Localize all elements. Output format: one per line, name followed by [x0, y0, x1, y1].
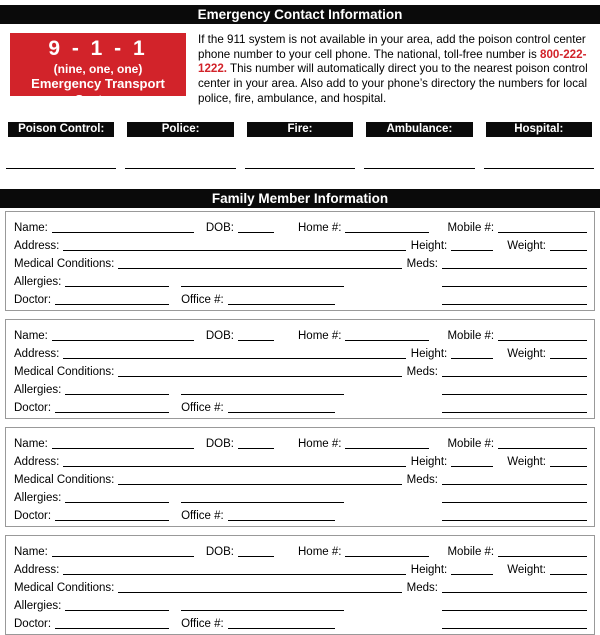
member-row-allergies — [14, 486, 587, 504]
height-blank-line[interactable] — [451, 454, 493, 467]
doctor-blank-line[interactable] — [55, 400, 169, 413]
member-row-doctor — [14, 396, 587, 414]
meds-blank-line[interactable] — [442, 472, 587, 485]
office-phone-label: Office #: — [181, 402, 224, 415]
meds-label: Meds: — [406, 582, 438, 595]
office-phone-blank-line[interactable] — [228, 400, 335, 413]
address-label: Address: — [14, 347, 60, 360]
allergies-blank-line[interactable] — [65, 490, 169, 503]
doctor-label: Doctor: — [14, 618, 52, 631]
member-row-allergies — [14, 378, 587, 396]
office-phone-label: Office #: — [181, 618, 224, 631]
address-label: Address: — [14, 455, 60, 468]
hospital-blank-line[interactable] — [484, 168, 594, 169]
home-phone-blank-line[interactable] — [345, 436, 429, 449]
office-phone-blank-line[interactable] — [228, 508, 335, 521]
emergency-instructions — [198, 33, 590, 107]
allergies-blank-line[interactable] — [65, 382, 169, 395]
meds-label: Meds: — [406, 474, 438, 487]
contact-label-hospital: Hospital: — [486, 122, 592, 137]
doctor-blank-line[interactable] — [55, 292, 169, 305]
allergies-continuation-line[interactable] — [181, 382, 344, 395]
weight-label: Weight: — [507, 239, 546, 252]
home-phone-blank-line[interactable] — [345, 220, 429, 233]
office-phone-label: Office #: — [181, 294, 224, 307]
member-row-name — [14, 432, 587, 450]
meds-continuation-line-1[interactable] — [442, 490, 587, 503]
dob-blank-line[interactable] — [238, 436, 274, 449]
badge-911-number: 9 - 1 - 1 — [48, 37, 148, 60]
meds-continuation-line-2[interactable] — [442, 292, 587, 305]
height-label: Height: — [410, 455, 448, 468]
home-phone-label: Home #: — [298, 329, 342, 342]
medical-conditions-label: Medical Conditions: — [14, 366, 115, 379]
badge-911 — [10, 33, 186, 107]
office-phone-blank-line[interactable] — [228, 292, 335, 305]
meds-continuation-line-2[interactable] — [442, 508, 587, 521]
allergies-blank-line[interactable] — [65, 598, 169, 611]
mobile-phone-blank-line[interactable] — [498, 220, 587, 233]
member-row-medical — [14, 360, 587, 378]
mobile-phone-label: Mobile #: — [447, 221, 495, 234]
address-blank-line[interactable] — [63, 562, 405, 575]
meds-label: Meds: — [406, 258, 438, 271]
dob-blank-line[interactable] — [238, 544, 274, 557]
member-row-name — [14, 540, 587, 558]
member-row-medical — [14, 468, 587, 486]
mobile-phone-blank-line[interactable] — [498, 544, 587, 557]
member-row-address — [14, 558, 587, 576]
mobile-phone-blank-line[interactable] — [498, 328, 587, 341]
police-blank-line[interactable] — [125, 168, 235, 169]
dob-label: DOB: — [205, 329, 234, 342]
mobile-phone-label: Mobile #: — [447, 329, 495, 342]
height-blank-line[interactable] — [451, 346, 493, 359]
weight-label: Weight: — [507, 347, 546, 360]
allergies-label: Allergies: — [14, 384, 62, 397]
family-member-card — [5, 319, 595, 419]
weight-blank-line[interactable] — [550, 346, 587, 359]
meds-blank-line[interactable] — [442, 256, 587, 269]
poison-control-blank-line[interactable] — [6, 168, 116, 169]
doctor-blank-line[interactable] — [55, 508, 169, 521]
home-phone-label: Home #: — [298, 221, 342, 234]
name-label: Name: — [14, 437, 48, 450]
office-phone-label: Office #: — [181, 510, 224, 523]
home-phone-blank-line[interactable] — [345, 544, 429, 557]
name-blank-line[interactable] — [52, 328, 194, 341]
home-phone-blank-line[interactable] — [345, 328, 429, 341]
dob-label: DOB: — [205, 437, 234, 450]
address-blank-line[interactable] — [63, 454, 405, 467]
weight-blank-line[interactable] — [550, 562, 587, 575]
member-row-doctor — [14, 612, 587, 630]
weight-blank-line[interactable] — [550, 238, 587, 251]
emergency-info-section — [0, 33, 600, 107]
dob-label: DOB: — [205, 545, 234, 558]
medical-conditions-label: Medical Conditions: — [14, 474, 115, 487]
member-row-doctor — [14, 288, 587, 306]
name-label: Name: — [14, 329, 48, 342]
home-phone-label: Home #: — [298, 437, 342, 450]
home-phone-label: Home #: — [298, 545, 342, 558]
instructions-text-before: If the 911 system is not available in your area, add the poison control center phone number to your cell phone. The national, toll-free number is — [198, 33, 586, 61]
family-members — [0, 211, 600, 635]
height-label: Height: — [410, 347, 448, 360]
contact-label-fire: Fire: — [247, 122, 353, 137]
doctor-label: Doctor: — [14, 510, 52, 523]
member-row-allergies — [14, 594, 587, 612]
weight-label: Weight: — [507, 563, 546, 576]
family-member-header: Family Member Information — [0, 189, 600, 208]
mobile-phone-label: Mobile #: — [447, 545, 495, 558]
allergies-continuation-line[interactable] — [181, 490, 344, 503]
member-row-medical — [14, 576, 587, 594]
allergies-label: Allergies: — [14, 492, 62, 505]
contact-label-police: Police: — [127, 122, 233, 137]
medical-conditions-label: Medical Conditions: — [14, 258, 115, 271]
meds-continuation-line-2[interactable] — [442, 400, 587, 413]
meds-label: Meds: — [406, 366, 438, 379]
height-blank-line[interactable] — [451, 562, 493, 575]
family-member-card — [5, 427, 595, 527]
dob-blank-line[interactable] — [238, 220, 274, 233]
meds-blank-line[interactable] — [442, 364, 587, 377]
member-row-name — [14, 216, 587, 234]
medical-conditions-blank-line[interactable] — [118, 364, 401, 377]
doctor-label: Doctor: — [14, 294, 52, 307]
medical-conditions-blank-line[interactable] — [118, 256, 401, 269]
address-label: Address: — [14, 239, 60, 252]
member-row-address — [14, 342, 587, 360]
weight-label: Weight: — [507, 455, 546, 468]
member-row-address — [14, 450, 587, 468]
member-row-medical — [14, 252, 587, 270]
name-blank-line[interactable] — [52, 436, 194, 449]
contact-labels-row — [0, 122, 600, 137]
contact-blank-lines-row — [0, 168, 600, 169]
allergies-continuation-line[interactable] — [181, 598, 344, 611]
medical-conditions-blank-line[interactable] — [118, 580, 401, 593]
allergies-blank-line[interactable] — [65, 274, 169, 287]
ambulance-blank-line[interactable] — [364, 168, 474, 169]
meds-continuation-line-1[interactable] — [442, 274, 587, 287]
contact-label-ambulance: Ambulance: — [366, 122, 472, 137]
member-row-name — [14, 324, 587, 342]
medical-conditions-blank-line[interactable] — [118, 472, 401, 485]
mobile-phone-label: Mobile #: — [447, 437, 495, 450]
poison-control-phone-number: 800-222-1222. — [198, 47, 587, 76]
mobile-phone-blank-line[interactable] — [498, 436, 587, 449]
fire-blank-line[interactable] — [245, 168, 355, 169]
member-row-allergies — [14, 270, 587, 288]
name-label: Name: — [14, 221, 48, 234]
member-row-address — [14, 234, 587, 252]
meds-blank-line[interactable] — [442, 580, 587, 593]
badge-911-words: (nine, one, one) — [53, 62, 143, 76]
member-row-doctor — [14, 504, 587, 522]
instructions-text-after: This number will automatically direct you to the nearest poison control center in your area. Also add to your phone’s directory the numbers for local police, fire, ambulance, and hospital. — [198, 62, 588, 105]
name-label: Name: — [14, 545, 48, 558]
contact-label-poison-control: Poison Control: — [8, 122, 114, 137]
address-label: Address: — [14, 563, 60, 576]
family-member-card — [5, 211, 595, 311]
height-label: Height: — [410, 563, 448, 576]
allergies-label: Allergies: — [14, 276, 62, 289]
allergies-continuation-line[interactable] — [181, 274, 344, 287]
dob-blank-line[interactable] — [238, 328, 274, 341]
name-blank-line[interactable] — [52, 544, 194, 557]
medical-conditions-label: Medical Conditions: — [14, 582, 115, 595]
allergies-label: Allergies: — [14, 600, 62, 613]
doctor-label: Doctor: — [14, 402, 52, 415]
meds-continuation-line-1[interactable] — [442, 382, 587, 395]
meds-continuation-line-1[interactable] — [442, 598, 587, 611]
badge-911-subtitle: Emergency Transport System — [31, 76, 165, 107]
emergency-contact-header: Emergency Contact Information — [0, 5, 600, 24]
height-label: Height: — [410, 239, 448, 252]
height-blank-line[interactable] — [451, 238, 493, 251]
weight-blank-line[interactable] — [550, 454, 587, 467]
address-blank-line[interactable] — [63, 346, 405, 359]
address-blank-line[interactable] — [63, 238, 405, 251]
family-member-card — [5, 535, 595, 635]
dob-label: DOB: — [205, 221, 234, 234]
name-blank-line[interactable] — [52, 220, 194, 233]
